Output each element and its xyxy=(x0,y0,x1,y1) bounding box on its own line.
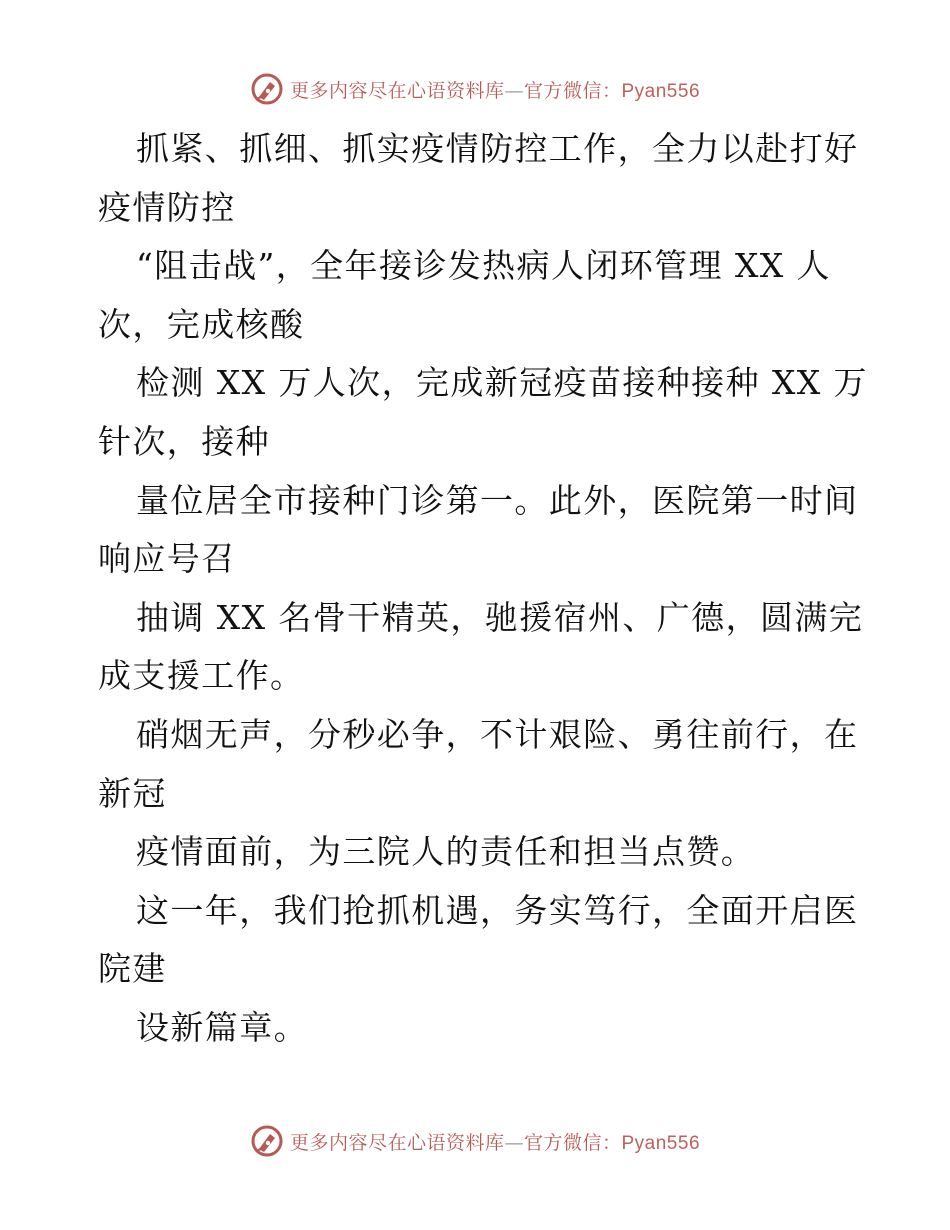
body-line: 抽调 XX 名骨干精英，驰援宿州、广德，圆满完 xyxy=(136,597,864,637)
body-line: 硝烟无声，分秒必争，不计艰险、勇往前行，在 xyxy=(136,714,859,754)
body-line: 针次，接种 xyxy=(98,421,270,461)
watermark-account: Pyan556 xyxy=(621,80,701,102)
watermark-dash: — xyxy=(504,79,524,102)
body-line: 响应号召 xyxy=(98,539,236,579)
body-line: 设新篇章。 xyxy=(136,1007,308,1047)
body-line: 量位居全市接种门诊第一。此外，医院第一时间 xyxy=(136,480,859,520)
document-body xyxy=(98,120,868,1058)
watermark-site-text: 更多内容尽在心语资料库 xyxy=(289,79,505,102)
page-header-watermark xyxy=(0,72,950,106)
body-line: 次，完成核酸 xyxy=(98,304,305,344)
watermark-account: Pyan556 xyxy=(621,1132,701,1154)
body-line: 院建 xyxy=(98,949,167,989)
watermark-text xyxy=(290,76,700,103)
watermark-site-text: 更多内容尽在心语资料库 xyxy=(289,1131,505,1154)
body-line: 疫情面前，为三院人的责任和担当点赞。 xyxy=(136,832,756,872)
body-line: 疫情防控 xyxy=(98,187,236,227)
watermark-wechat-label: 官方微信： xyxy=(523,1131,622,1154)
page-footer-watermark xyxy=(0,1124,950,1158)
body-line: 成支援工作。 xyxy=(98,656,305,696)
watermark-text xyxy=(290,1128,700,1155)
body-line: 这一年，我们抢抓机遇，务实笃行，全面开启医 xyxy=(136,890,859,930)
watermark-dash: — xyxy=(504,1131,524,1154)
body-line: 抓紧、抓细、抓实疫情防控工作，全力以赴打好 xyxy=(136,129,859,168)
body-line: “阻击战”，全年接诊发热病人闭环管理 XX 人 xyxy=(136,246,831,286)
watermark-wechat-label: 官方微信： xyxy=(523,79,622,102)
pen-nib-logo-icon xyxy=(250,1124,284,1158)
body-line: 检测 XX 万人次，完成新冠疫苗接种接种 XX 万 xyxy=(136,363,868,403)
pen-nib-logo-icon xyxy=(250,72,284,106)
body-line: 新冠 xyxy=(98,773,167,813)
